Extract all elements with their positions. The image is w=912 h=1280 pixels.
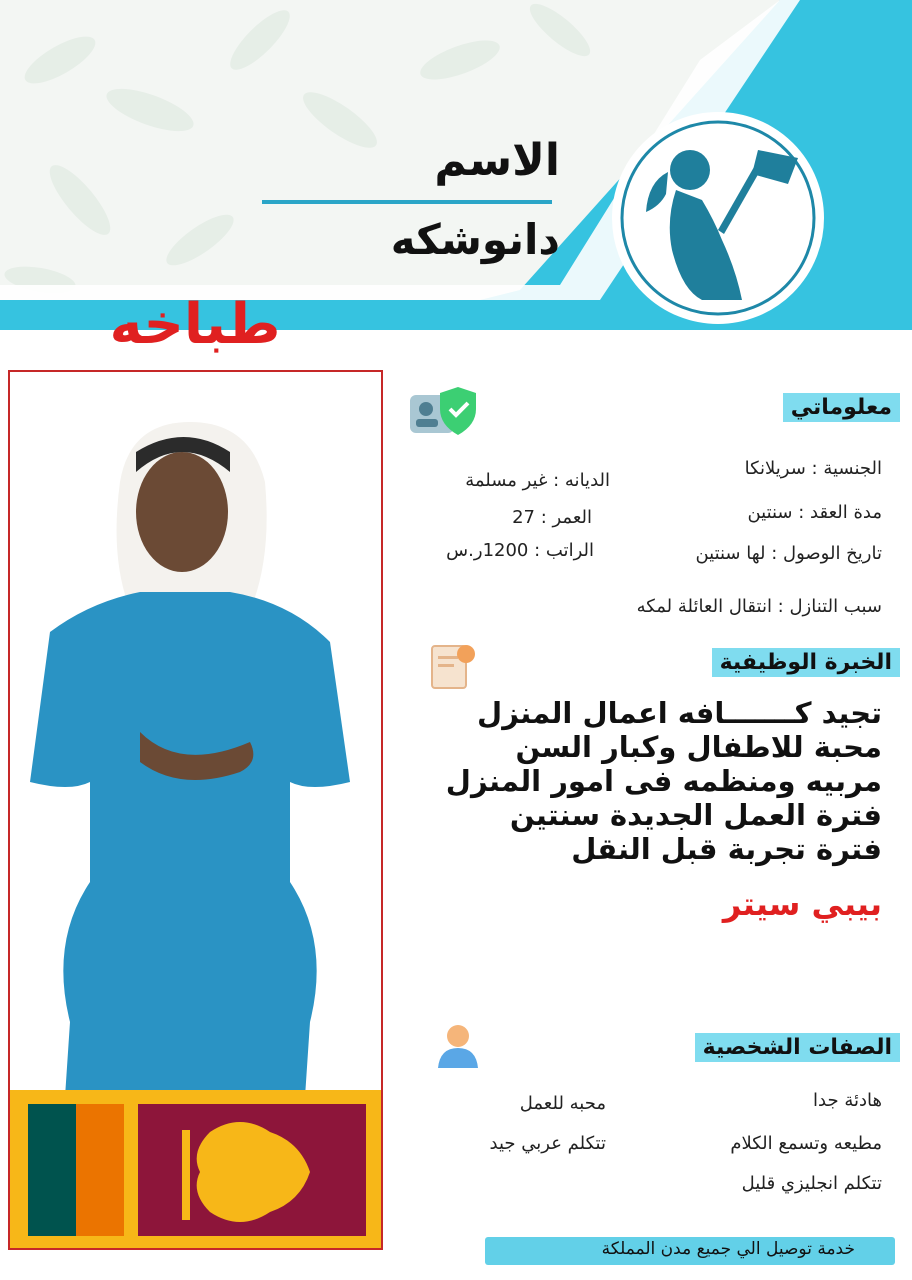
trait-item: تتكلم عربي جيد (489, 1133, 606, 1154)
trait-item: هادئة جدا (813, 1090, 882, 1111)
sri-lanka-flag (10, 1090, 383, 1250)
trait-item: محبه للعمل (519, 1093, 606, 1114)
person-icon (436, 1022, 480, 1070)
traits-heading: الصفات الشخصية (600, 1035, 900, 1069)
contract-duration: مدة العقد : سنتين (747, 502, 882, 523)
experience-heading: الخبرة الوظيفية (600, 650, 900, 684)
babysitter-label: بيبي سيتر (722, 885, 882, 923)
maid-with-duster-icon (598, 110, 838, 330)
worker-photo (8, 370, 383, 1250)
experience-line: فترة العمل الجديدة سنتين (509, 798, 882, 832)
experience-line: مربيه ومنظمه فى امور المنزل (445, 764, 882, 798)
arrival-date: تاريخ الوصول : لها سنتين (695, 543, 882, 564)
name-divider (262, 200, 552, 204)
name-label: الاسم (434, 135, 560, 186)
religion: الديانه : غير مسلمة (465, 470, 610, 491)
job-title: طباخه (109, 292, 281, 357)
certificate-icon (428, 640, 480, 692)
experience-line: محبة للاطفال وكبار السن (515, 730, 882, 764)
delivery-note: خدمة توصيل الي جميع مدن المملكة (601, 1239, 855, 1259)
trait-item: تتكلم انجليزي قليل (741, 1173, 882, 1194)
trait-item: مطيعه وتسمع الكلام (730, 1133, 882, 1154)
experience-line: فترة تجربة قبل النقل (571, 832, 882, 866)
transfer-reason: سبب التنازل : انتقال العائلة لمكه (636, 596, 882, 617)
salary: الراتب : 1200ر.س (446, 540, 594, 561)
age: العمر : 27 (512, 507, 592, 528)
profile-verified-icon (408, 385, 480, 437)
info-heading: معلوماتي (650, 395, 900, 429)
nationality: الجنسية : سريلانكا (744, 458, 882, 479)
experience-line: تجيد كـــــــافه اعمال المنزل (477, 696, 882, 730)
worker-name: دانوشكه (390, 215, 560, 264)
